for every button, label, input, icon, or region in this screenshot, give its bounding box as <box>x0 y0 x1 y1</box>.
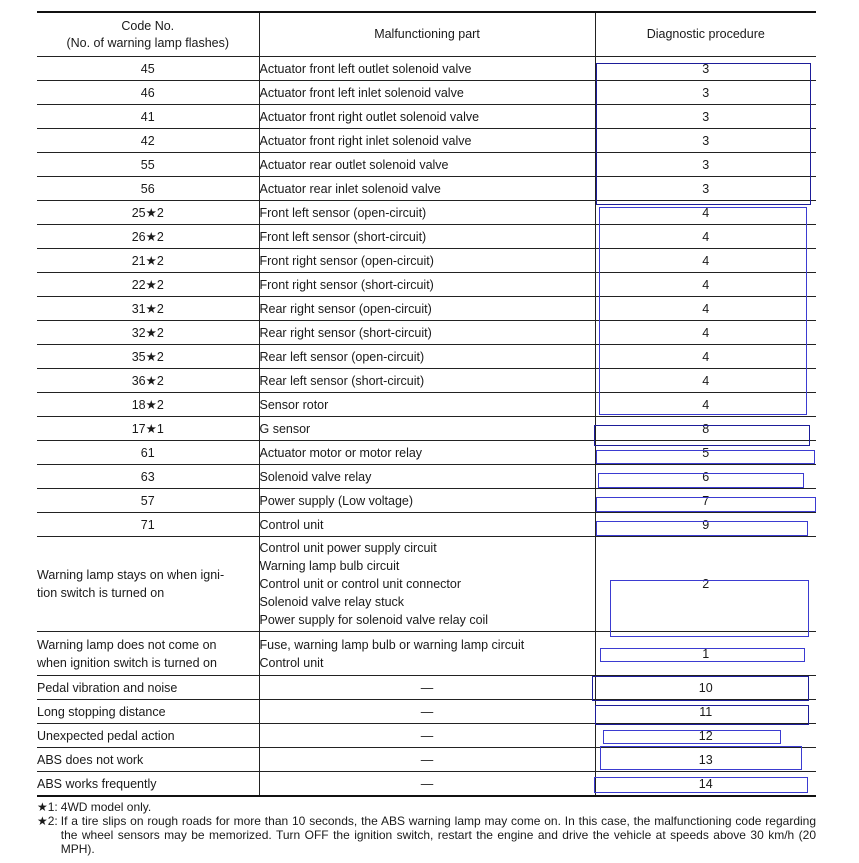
table-row <box>37 748 816 772</box>
part-cell: Actuator front right outlet solenoid valve <box>259 105 595 129</box>
table-row <box>37 57 816 81</box>
table-row <box>37 369 816 393</box>
procedure-cell: 4 <box>595 249 816 273</box>
code-cell: 17★1 <box>37 417 259 441</box>
table-row <box>37 321 816 345</box>
part-cell: Sensor rotor <box>259 393 595 417</box>
table-header-row <box>37 12 816 57</box>
table-row <box>37 676 816 700</box>
procedure-cell: 3 <box>595 105 816 129</box>
table-row <box>37 724 816 748</box>
procedure-cell: 4 <box>595 297 816 321</box>
code-cell: 32★2 <box>37 321 259 345</box>
table-row <box>37 153 816 177</box>
table-row <box>37 537 816 632</box>
procedure-cell: 14 <box>595 772 816 797</box>
code-cell: 57 <box>37 489 259 513</box>
diagnostic-code-table <box>37 11 816 797</box>
table-row <box>37 465 816 489</box>
table-row <box>37 201 816 225</box>
part-cell: Front right sensor (short-circuit) <box>259 273 595 297</box>
code-cell: 18★2 <box>37 393 259 417</box>
procedure-cell: 3 <box>595 57 816 81</box>
table-row <box>37 177 816 201</box>
code-cell: 55 <box>37 153 259 177</box>
code-cell: 42 <box>37 129 259 153</box>
table-row <box>37 345 816 369</box>
procedure-cell: 4 <box>595 201 816 225</box>
procedure-cell: 6 <box>595 465 816 489</box>
part-cell: Rear right sensor (short-circuit) <box>259 321 595 345</box>
table-row <box>37 632 816 676</box>
symptom-line: Warning lamp does not come on <box>37 637 217 652</box>
procedure-cell: 3 <box>595 81 816 105</box>
part-cell: — <box>259 724 595 748</box>
footnotes <box>37 800 816 856</box>
part-line: Fuse, warning lamp bulb or warning lamp circuit <box>259 637 525 652</box>
part-cell: Front right sensor (open-circuit) <box>259 249 595 273</box>
symptom-cell: Long stopping distance <box>37 700 259 724</box>
table-row <box>37 417 816 441</box>
part-cell: Actuator front left inlet solenoid valve <box>259 81 595 105</box>
procedure-cell: 4 <box>595 321 816 345</box>
part-cell: Rear left sensor (short-circuit) <box>259 369 595 393</box>
part-line: Solenoid valve relay stuck <box>259 595 405 609</box>
part-line: Power supply for solenoid valve relay coil <box>259 613 489 627</box>
symptom-line: tion switch is turned on <box>37 586 165 600</box>
part-line: Control unit or control unit connector <box>259 577 461 591</box>
part-cell: Actuator rear outlet solenoid valve <box>259 153 595 177</box>
code-cell: 45 <box>37 57 259 81</box>
procedure-cell: 4 <box>595 393 816 417</box>
symptom-cell <box>37 537 259 632</box>
part-line: Control unit power supply circuit <box>259 541 437 555</box>
part-line: Control unit <box>259 655 324 670</box>
code-cell: 36★2 <box>37 369 259 393</box>
table-row <box>37 273 816 297</box>
code-cell: 63 <box>37 465 259 489</box>
symptom-cell: Pedal vibration and noise <box>37 676 259 700</box>
procedure-cell: 4 <box>595 225 816 249</box>
procedure-cell: 10 <box>595 676 816 700</box>
table-row <box>37 513 816 537</box>
table-row <box>37 772 816 797</box>
code-cell: 35★2 <box>37 345 259 369</box>
procedure-cell: 9 <box>595 513 816 537</box>
header-code-line1: Code No. <box>121 18 175 33</box>
part-cell <box>259 632 595 676</box>
symptom-cell: ABS does not work <box>37 748 259 772</box>
table-row <box>37 297 816 321</box>
code-cell: 22★2 <box>37 273 259 297</box>
table-row <box>37 249 816 273</box>
symptom-cell: ABS works frequently <box>37 772 259 797</box>
part-cell: Actuator front right inlet solenoid valve <box>259 129 595 153</box>
table-row <box>37 81 816 105</box>
procedure-cell: 11 <box>595 700 816 724</box>
procedure-cell: 4 <box>595 369 816 393</box>
part-cell: Actuator motor or motor relay <box>259 441 595 465</box>
part-line: Warning lamp bulb circuit <box>259 559 400 573</box>
part-cell: — <box>259 676 595 700</box>
table-row <box>37 225 816 249</box>
table-row <box>37 441 816 465</box>
procedure-cell: 4 <box>595 273 816 297</box>
procedure-cell: 3 <box>595 177 816 201</box>
part-cell: Rear left sensor (open-circuit) <box>259 345 595 369</box>
procedure-cell: 4 <box>595 345 816 369</box>
part-cell: Solenoid valve relay <box>259 465 595 489</box>
part-cell: Power supply (Low voltage) <box>259 489 595 513</box>
code-cell: 56 <box>37 177 259 201</box>
procedure-cell: 3 <box>595 153 816 177</box>
part-cell: — <box>259 772 595 797</box>
symptom-cell: Unexpected pedal action <box>37 724 259 748</box>
procedure-cell: 13 <box>595 748 816 772</box>
part-cell: — <box>259 748 595 772</box>
part-cell: Rear right sensor (open-circuit) <box>259 297 595 321</box>
procedure-cell: 2 <box>595 537 816 632</box>
footnote-2 <box>37 814 816 856</box>
code-cell: 26★2 <box>37 225 259 249</box>
symptom-line: Warning lamp stays on when igni- <box>37 568 225 582</box>
procedure-cell: 8 <box>595 417 816 441</box>
header-code-line2: (No. of warning lamp flashes) <box>66 35 230 50</box>
footnote-mark: ★1: <box>37 800 58 814</box>
table-row <box>37 129 816 153</box>
procedure-cell: 5 <box>595 441 816 465</box>
part-cell: — <box>259 700 595 724</box>
part-cell: Control unit <box>259 513 595 537</box>
part-cell: Front left sensor (short-circuit) <box>259 225 595 249</box>
procedure-cell: 12 <box>595 724 816 748</box>
footnote-1 <box>37 800 816 814</box>
part-cell: Front left sensor (open-circuit) <box>259 201 595 225</box>
table-row <box>37 700 816 724</box>
procedure-cell: 7 <box>595 489 816 513</box>
part-cell: G sensor <box>259 417 595 441</box>
code-cell: 46 <box>37 81 259 105</box>
table-row <box>37 393 816 417</box>
part-cell: Actuator rear inlet solenoid valve <box>259 177 595 201</box>
table-row <box>37 105 816 129</box>
code-cell: 21★2 <box>37 249 259 273</box>
code-cell: 31★2 <box>37 297 259 321</box>
procedure-cell: 1 <box>595 632 816 676</box>
table-row <box>37 489 816 513</box>
symptom-line: when ignition switch is turned on <box>37 655 217 670</box>
symptom-cell <box>37 632 259 676</box>
footnote-text: If a tire slips on rough roads for more than 10 seconds, the ABS warning lamp may come on. In this case, the malfunctioning code regarding the wheel sensors may be memorized. Turn OFF the ignition switch, restart the engine and drive the vehicle at speeds above 30 km/h (20 MPH). <box>60 814 816 856</box>
code-cell: 61 <box>37 441 259 465</box>
footnote-mark: ★2: <box>37 814 58 828</box>
header-malfunctioning-part: Malfunctioning part <box>259 12 595 57</box>
part-cell <box>259 537 595 632</box>
header-code-no <box>37 12 259 57</box>
footnote-text: 4WD model only. <box>60 800 152 814</box>
part-cell: Actuator front left outlet solenoid valve <box>259 57 595 81</box>
code-cell: 41 <box>37 105 259 129</box>
code-cell: 71 <box>37 513 259 537</box>
procedure-cell: 3 <box>595 129 816 153</box>
code-cell: 25★2 <box>37 201 259 225</box>
header-diagnostic-procedure: Diagnostic procedure <box>595 12 816 57</box>
